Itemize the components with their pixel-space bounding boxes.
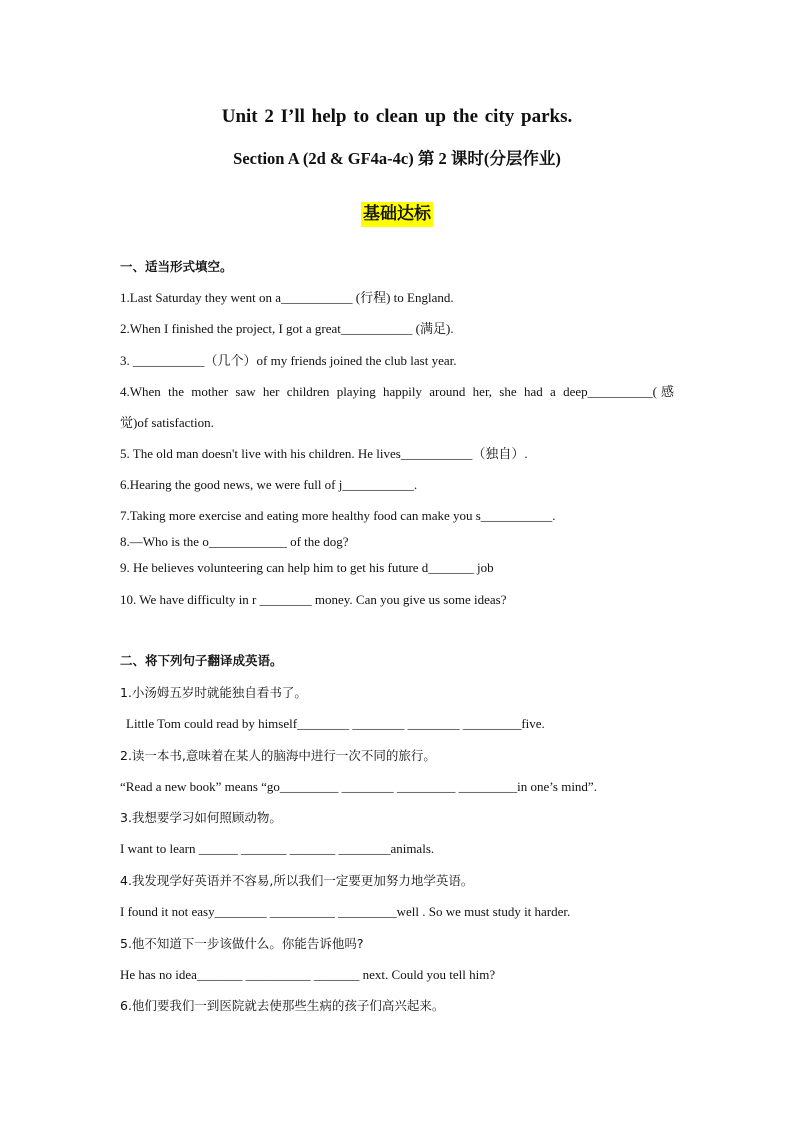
translation-answer-line: I want to learn ______ _______ _______ ________animals. bbox=[120, 841, 435, 856]
exercise-item: 4.When the mother saw her children playing happily around her, she had a deep__________(感 bbox=[120, 384, 674, 399]
translation-prompt: 6.他们要我们一到医院就去使那些生病的孩子们高兴起来。 bbox=[120, 998, 445, 1013]
exercise-item: 6.Hearing the good news, we were full of j___________. bbox=[120, 477, 418, 492]
translation-answer-line: Little Tom could read by himself________ ________ ________ _________five. bbox=[126, 716, 545, 731]
exercise-item: 8.—Who is the o____________ of the dog? bbox=[120, 534, 349, 549]
translation-prompt: 5.他不知道下一步该做什么。你能告诉他吗? bbox=[120, 936, 364, 951]
exercise-item: 10. We have difficulty in r ________ money. Can you give us some ideas? bbox=[120, 592, 507, 607]
translation-prompt: 3.我想要学习如何照顾动物。 bbox=[120, 810, 282, 825]
translation-prompt: 2.读一本书,意味着在某人的脑海中进行一次不同的旅行。 bbox=[120, 748, 436, 763]
translation-prompt: 1.小汤姆五岁时就能独自看书了。 bbox=[120, 685, 307, 700]
section1-heading: 一、适当形式填空。 bbox=[120, 259, 233, 274]
translation-answer-line: He has no idea_______ __________ _______ next. Could you tell him? bbox=[120, 967, 496, 982]
translation-prompt: 4.我发现学好英语并不容易,所以我们一定要更加努力地学英语。 bbox=[120, 873, 474, 888]
translation-answer-line: “Read a new book” means “go_________ ________ _________ _________in one’s mind”. bbox=[120, 779, 597, 794]
worksheet-subtitle: Section A (2d & GF4a-4c) 第 2 课时(分层作业) bbox=[233, 149, 561, 168]
exercise-item: 3. ___________（几个）of my friends joined the club last year. bbox=[120, 353, 457, 368]
worksheet-title: Unit 2 I’ll help to clean up the city parks. bbox=[221, 106, 573, 127]
exercise-item: 9. He believes volunteering can help him to get his future d_______ job bbox=[120, 560, 494, 575]
exercise-item: 1.Last Saturday they went on a___________ (行程) to England. bbox=[120, 290, 454, 305]
translation-answer-line: I found it not easy________ __________ _________well . So we must study it harder. bbox=[120, 904, 571, 919]
level-label: 基础达标 bbox=[361, 202, 433, 227]
exercise-item-continued: 觉)of satisfaction. bbox=[120, 415, 214, 430]
exercise-item: 2.When I finished the project, I got a great___________ (满足). bbox=[120, 321, 454, 336]
exercise-item: 5. The old man doesn't live with his children. He lives___________（独自）. bbox=[120, 446, 528, 461]
section2-heading: 二、将下列句子翻译成英语。 bbox=[120, 653, 283, 668]
level-label-wrap bbox=[0, 202, 794, 227]
exercise-item: 7.Taking more exercise and eating more healthy food can make you s___________. bbox=[120, 508, 556, 523]
